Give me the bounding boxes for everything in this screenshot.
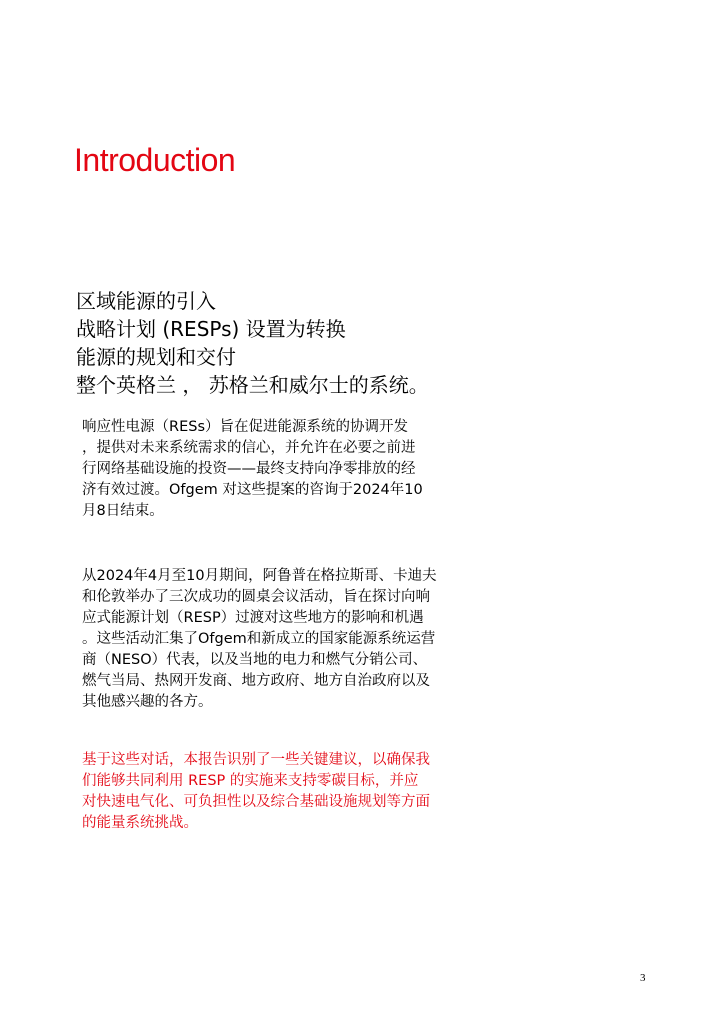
paragraph-recommendations: [82, 750, 430, 834]
paragraph-line: 应式能源计划（RESP）过渡对这些地方的影响和机遇: [82, 610, 424, 626]
intro-subtitle: [76, 287, 429, 399]
paragraph-line: 济有效过渡。Ofgem 对这些提案的咨询于2024年10: [82, 482, 423, 498]
paragraph-line: 燃气当局、热网开发商、地方政府、地方自治政府以及: [82, 673, 430, 689]
paragraph-line: ，提供对未来系统需求的信心，并允许在必要之前进: [82, 440, 416, 456]
paragraph-line: 。这些活动汇集了Ofgem和新成立的国家能源系统运营: [82, 631, 436, 647]
paragraph-line: 响应性电源（RESs）旨在促进能源系统的协调开发: [82, 419, 408, 435]
page-title: Introduction: [74, 142, 236, 178]
page-number: 3: [640, 972, 646, 984]
paragraph-line: 月8日结束。: [82, 503, 164, 519]
paragraph-line: 其他感兴趣的各方。: [82, 694, 213, 710]
paragraph-line: 的能量系统挑战。: [82, 815, 198, 831]
paragraph-line: 对快速电气化、可负担性以及综合基础设施规划等方面: [82, 794, 430, 810]
paragraph-line: 行网络基础设施的投资——最终支持向净零排放的经: [82, 461, 416, 477]
paragraph-line: 从2024年4月至10月期间，阿鲁普在格拉斯哥、卡迪夫: [82, 568, 437, 584]
subtitle-line: 战略计划 (RESPs) 设置为转换: [76, 317, 346, 341]
paragraph-line: 和伦敦举办了三次成功的圆桌会议活动，旨在探讨向响: [82, 589, 430, 605]
subtitle-line: 整个英格兰 ， 苏格兰和威尔士的系统。: [76, 373, 429, 397]
paragraph-line: 基于这些对话，本报告识别了一些关键建议，以确保我: [82, 752, 430, 768]
paragraph-roundtables: [82, 566, 437, 713]
subtitle-line: 能源的规划和交付: [76, 345, 236, 369]
paragraph-line: 们能够共同利用 RESP 的实施来支持零碳目标，并应: [82, 773, 419, 789]
paragraph-line: 商（NESO）代表，以及当地的电力和燃气分销公司、: [82, 652, 428, 668]
subtitle-line: 区域能源的引入: [76, 289, 216, 313]
paragraph-resp-purpose: [82, 417, 423, 522]
